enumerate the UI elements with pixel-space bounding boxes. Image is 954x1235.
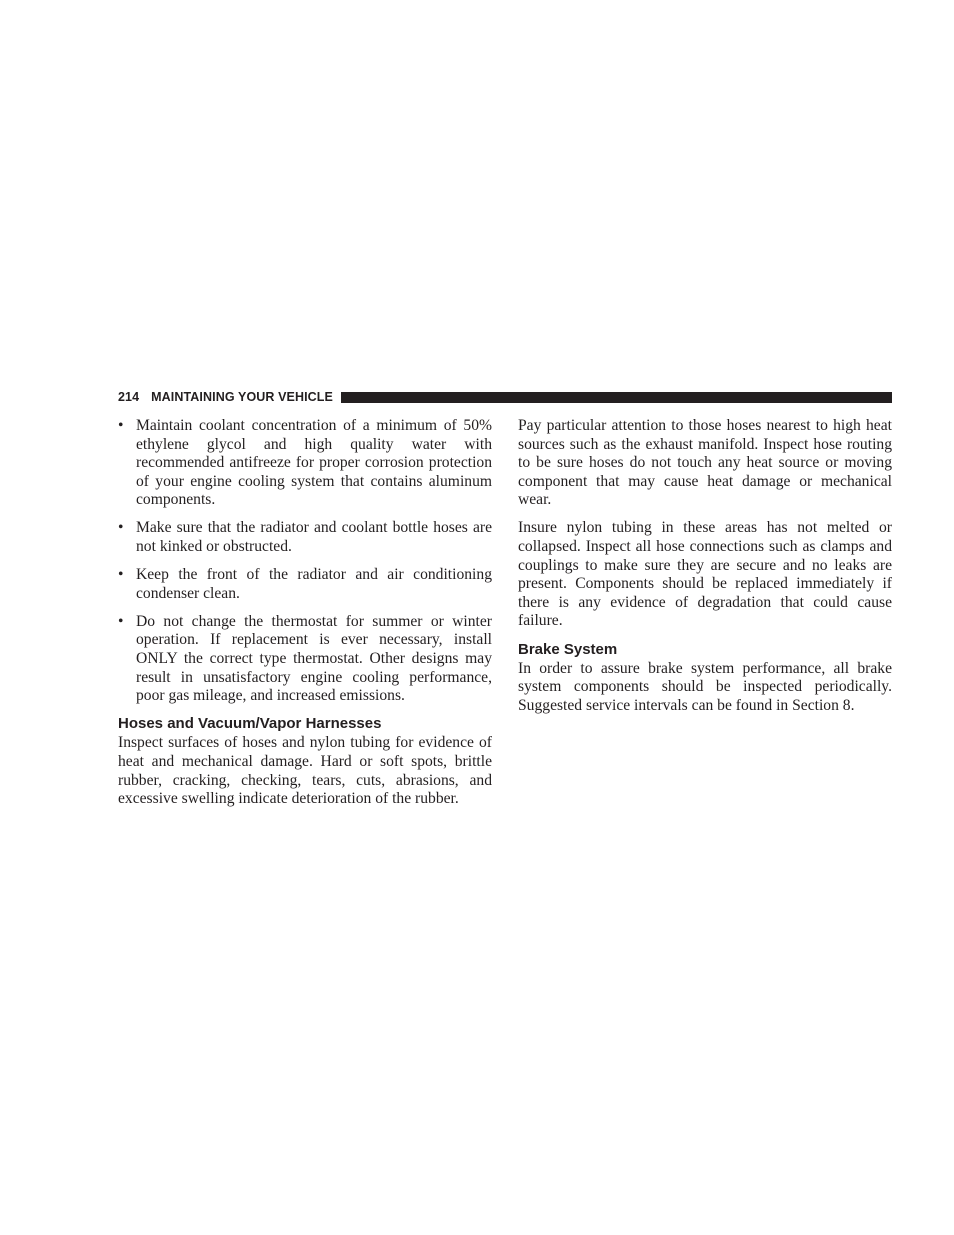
bullet-text: Make sure that the radiator and coolant bottle hoses are not kinked or obstructed. bbox=[136, 519, 492, 556]
bullet-text: Maintain coolant concentration of a minimum of 50% ethylene glycol and high quality water with recommended antifreeze for proper corrosion protection of your engine cooling system that contains aluminum components. bbox=[136, 417, 492, 509]
bullet-text: Do not change the thermostat for summer or winter operation. If replacement is ever necessary, install ONLY the correct type thermostat. Other designs may result in unsatisfactory engine cooling performance, poor gas mileage, and increased emissions. bbox=[136, 612, 492, 705]
brake-system-heading: Brake System bbox=[518, 640, 618, 658]
nylon-tubing-paragraph: Insure nylon tubing in these areas has not melted or collapsed. Inspect all hose connections such as clamps and couplings to make sure they are secure and no leaks are present. Components should be replaced immediately if there is any evidence of degradation that could cause failure. bbox=[518, 519, 892, 630]
section-title: MAINTAINING YOUR VEHICLE bbox=[151, 390, 333, 404]
hose-attention-paragraph: Pay particular attention to those hoses nearest to high heat sources such as the exhaust manifold. Inspect hose routing to be sure hoses do not touch any heat source or moving component that may cause heat damage or mechanical wear. bbox=[518, 417, 892, 509]
left-column bbox=[118, 417, 492, 818]
list-item bbox=[118, 519, 492, 556]
list-item bbox=[118, 566, 492, 603]
brake-system-paragraph: In order to assure brake system performance, all brake system components should be inspected periodically. Suggested service intervals can be found in Section 8. bbox=[518, 659, 892, 714]
bullet-icon: • bbox=[118, 417, 124, 434]
page-header bbox=[118, 389, 892, 405]
bullet-icon: • bbox=[118, 566, 124, 584]
bullet-icon: • bbox=[118, 612, 124, 630]
list-item bbox=[118, 417, 492, 510]
coolant-bullet-list bbox=[118, 417, 492, 706]
bullet-text: Keep the front of the radiator and air conditioning condenser clean. bbox=[136, 566, 492, 602]
bullet-icon: • bbox=[118, 519, 124, 537]
hoses-heading: Hoses and Vacuum/Vapor Harnesses bbox=[118, 715, 382, 733]
list-item bbox=[118, 613, 492, 706]
right-column bbox=[518, 417, 892, 725]
page-number: 214 bbox=[118, 390, 140, 404]
header-rule bbox=[341, 392, 892, 403]
hoses-paragraph: Inspect surfaces of hoses and nylon tubing for evidence of heat and mechanical damage. Hard or soft spots, brittle rubber, cracking, checking, tears, cuts, abrasions, and excessive swelling indicate deterioration of the rubber. bbox=[118, 734, 492, 808]
